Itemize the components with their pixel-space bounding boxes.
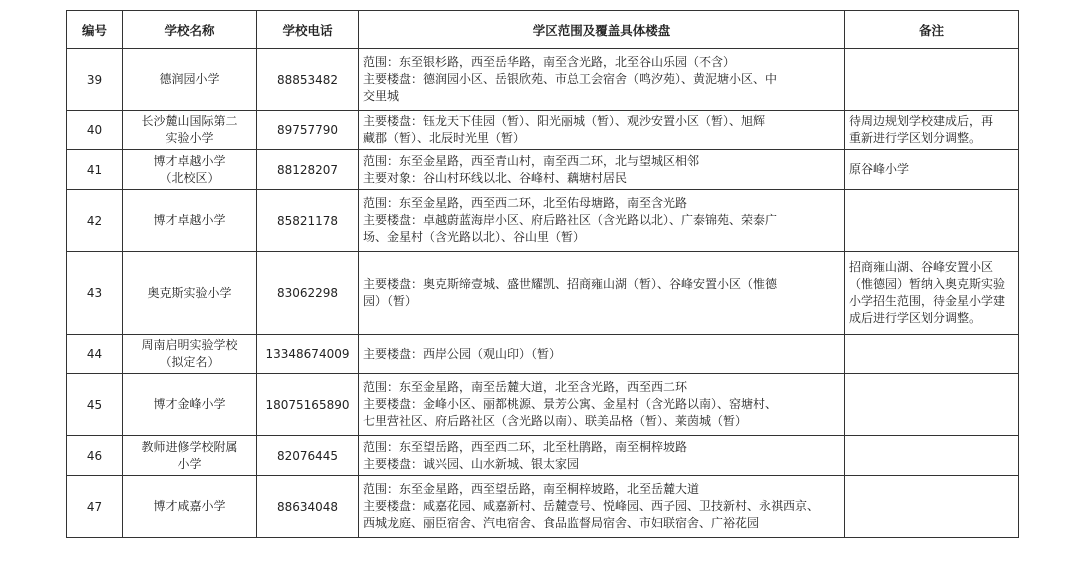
range-line: 交里城 [363,89,400,103]
school-name-line: 小学 [177,456,202,471]
range-line: 主要楼盘：咸嘉花园、咸嘉新村、岳麓壹号、悦峰园、西子园、卫技新村、永祺西京、 [363,499,820,513]
range-line: 场、金星村（含光路以北）、谷山里（暂） [363,230,586,244]
cell-note [845,190,1019,252]
school-name-line: 博才卓越小学 [153,213,226,227]
school-name-line: 周南启明实验学校 [141,338,238,352]
cell-district-range [359,150,845,190]
cell-num: 43 [67,252,123,335]
range-line: 主要楼盘：德润园小区、岳银欣苑、市总工会宿舍（鸣汐苑）、黄泥塘小区、中 [363,72,778,86]
table-row [67,150,1019,190]
cell-note [845,374,1019,436]
cell-num: 45 [67,374,123,436]
range-line: 范围：东至金星路，西至西二环，北至佑母塘路，南至含光路 [363,196,688,210]
cell-num: 44 [67,335,123,374]
cell-school-name [123,252,257,335]
school-name-line: （拟定名） [159,355,220,369]
table-row [67,374,1019,436]
range-line: 范围：东至银杉路，西至岳华路，南至含光路，北至谷山乐园（不含） [363,55,736,69]
school-name-line: 教师进修学校附属 [141,439,238,454]
cell-district-range [359,49,845,111]
header-district-range: 学区范围及覆盖具体楼盘 [359,11,845,49]
cell-num: 47 [67,476,123,538]
cell-num: 46 [67,436,123,476]
cell-note [845,150,1019,190]
range-line: 主要楼盘：西岸公园（观山印）（暂） [363,346,562,361]
cell-note [845,252,1019,335]
range-line: 藏郡（暂）、北辰时光里（暂） [363,131,526,145]
cell-district-range [359,190,845,252]
cell-school-phone: 88634048 [257,476,359,538]
school-name-line: 博才金峰小学 [153,397,226,411]
range-line: 范围：东至望岳路，西至西二环，北至杜鹃路，南至桐梓坡路 [363,439,688,454]
cell-school-phone: 83062298 [257,252,359,335]
cell-school-name [123,111,257,150]
cell-district-range [359,252,845,335]
cell-school-phone: 85821178 [257,190,359,252]
cell-school-phone: 82076445 [257,436,359,476]
note-line: 待周边规划学校建成后，再 [849,114,994,128]
cell-school-phone: 88853482 [257,49,359,111]
cell-district-range [359,111,845,150]
cell-school-name [123,335,257,374]
range-line: 主要楼盘：卓越蔚蓝海岸小区、府后路社区（含光路以北）、广泰锦苑、荣泰广 [363,213,778,227]
school-district-table [66,10,1019,538]
table-row [67,436,1019,476]
cell-num: 39 [67,49,123,111]
cell-note [845,335,1019,374]
note-line: （惟德园）暂纳入奥克斯实验 [849,277,1006,291]
header-note: 备注 [845,11,1019,49]
range-line: 西城龙庭、丽臣宿舍、汽电宿舍、食品监督局宿舍、市妇联宿舍、广裕花园 [363,516,760,530]
cell-num: 41 [67,150,123,190]
table-row [67,49,1019,111]
note-line: 成后进行学区划分调整。 [849,311,982,325]
header-row [67,11,1019,49]
range-line: 主要楼盘：诚兴园、山水新城、银太家园 [363,456,580,471]
note-line: 招商雍山湖、谷峰安置小区 [849,260,994,274]
table-row [67,252,1019,335]
range-line: 范围：东至金星路，西至望岳路，南至桐梓坡路，北至岳麓大道 [363,482,700,496]
note-line: 原谷峰小学 [849,162,910,176]
school-name-line: 实验小学 [165,131,214,145]
cell-note [845,476,1019,538]
range-line: 主要楼盘：奥克斯缔壹城、盛世耀凯、招商雍山湖（暂）、谷峰安置小区（惟德 [363,277,778,291]
school-name-line: 博才卓越小学 [153,153,226,168]
cell-school-phone: 88128207 [257,150,359,190]
cell-district-range [359,436,845,476]
table-body [67,49,1019,538]
header-school-phone: 学校电话 [257,11,359,49]
cell-school-name [123,150,257,190]
cell-note [845,49,1019,111]
cell-school-phone: 89757790 [257,111,359,150]
range-line: 范围：东至金星路，南至岳麓大道，北至含光路，西至西二环 [363,380,688,394]
school-name-line: 德润园小学 [159,72,220,86]
note-line: 重新进行学区划分调整。 [849,131,982,145]
cell-school-name [123,476,257,538]
note-line: 小学招生范围，待金星小学建 [849,294,1006,308]
cell-district-range [359,335,845,374]
header-school-name: 学校名称 [123,11,257,49]
cell-note [845,111,1019,150]
school-name-line: 长沙麓山国际第二 [141,114,238,128]
cell-note [845,436,1019,476]
header-num: 编号 [67,11,123,49]
cell-school-name [123,49,257,111]
range-line: 园）（暂） [363,294,418,308]
cell-district-range [359,374,845,436]
school-name-line: 博才咸嘉小学 [153,499,226,513]
table-row [67,111,1019,150]
range-line: 主要楼盘：钰龙天下佳园（暂）、阳光丽城（暂）、观沙安置小区（暂）、旭辉 [363,114,766,128]
cell-num: 40 [67,111,123,150]
cell-school-name [123,436,257,476]
cell-num: 42 [67,190,123,252]
range-line: 范围：东至金星路，西至青山村，南至西二环，北与望城区相邻 [363,153,700,168]
school-name-line: 奥克斯实验小学 [147,285,232,300]
cell-district-range [359,476,845,538]
table-row [67,476,1019,538]
cell-school-name [123,190,257,252]
range-line: 主要对象：谷山村环线以北、谷峰村、藕塘村居民 [363,170,628,185]
school-name-line: （北校区） [159,170,220,185]
cell-school-phone: 13348674009 [257,335,359,374]
table-row [67,335,1019,374]
range-line: 主要楼盘：金峰小区、丽都桃源、景芳公寓、金星村（含光路以南）、窑塘村、 [363,397,778,411]
cell-school-name [123,374,257,436]
table-row [67,190,1019,252]
cell-school-phone: 18075165890 [257,374,359,436]
range-line: 七里营社区、府后路社区（含光路以南）、联美品格（暂）、莱茵城（暂） [363,414,748,428]
